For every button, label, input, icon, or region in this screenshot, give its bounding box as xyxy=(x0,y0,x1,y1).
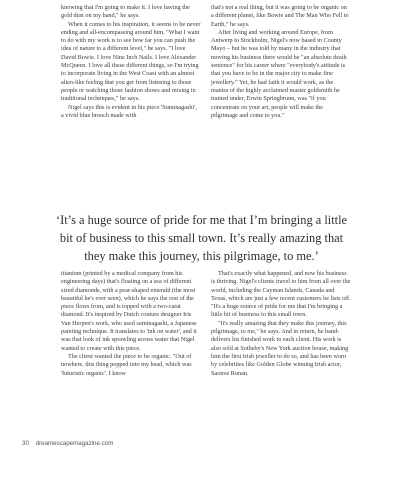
body-column-top-right xyxy=(211,4,351,120)
body-column-bottom-right xyxy=(211,270,351,378)
pull-quote: ‘It’s a huge source of pride for me that I’m bringing a little bit of business to this small town. It’s really amazing that they make this journey, this pilgrimage, to me.’ xyxy=(55,213,348,263)
paragraph: That's exactly what happened, and now his business is thriving. Nigel's clients travel to him from all over the world, including the Cayman Islands, Canada and Texas, which are just a few recent customers he lists off. "It's a huge source of pride for me that I'm bringing a little bit of business to this small town. xyxy=(211,270,351,319)
page-number: 30 xyxy=(22,440,29,447)
paragraph: "It's really amazing that they make this journey, this pilgrimage, to me," he says. And in return, he hand-delivers his finished work to each client. His work is also sold at Sotheby's New York auction house, making him the first Irish jeweller to do so, and has been worn by celebrities like Golden Globe winning Irish actor, Saoirse Ronan. xyxy=(211,319,349,377)
paragraph: Nigel says this is evident in his piece 'Suminagashi', a vivid blue brooch made with xyxy=(61,103,197,119)
site-url: dreamescapemagazine.com xyxy=(35,440,114,447)
page-footer xyxy=(22,440,113,447)
paragraph: titanium (printed by a medical company from his engineering days) that's floating on a sea of different sized diamonds, with a pear-shaped emerald (the most beautiful he's ever seen), which he says the rest of the piece flows from, and is topped with a two-carat diamond. It's inspired by Dutch couture designer Iris Van Herpen's work, who used suminagashi, a Japanese painting technique. It translates to 'ink on water', and it was that look of ink sprawling across water that Nigel wanted to create with this piece. xyxy=(61,270,197,352)
paragraph: that's not a real thing, but it was going to be organic on a different planet, like Bowie and The Man Who Fell to Earth," he says. xyxy=(211,4,349,28)
body-column-top-left xyxy=(61,4,201,120)
paragraph: After living and working around Europe, from Antwerp to Stockholm, Nigel's now based in County Mayo – but he was told by many in the industry that moving his business there would be "an absolute death sentence" for his career where "everybody's attitude is that you have to be in the major city to make fine jewellery." Yet, he had faith it would work, as the mantra of the highly acclaimed master goldsmith he trained under, Erwin Springbrunn, was "if you concentrate on your art, people will make the pilgrimage and come to you." xyxy=(211,28,347,119)
paragraph: When it comes to his inspiration, it seems to be never ending and all-encompassing around him. "What I want to do with my work is to see how far you can push the idea of nature to a different level," he says. "I love David Bowie. I love Nine Inch Nails. I love Alexander McQueen. I love all these different things, so I'm trying to incorporate living in the West Coast with an almost alien-like feeling that you get from listening to those people or watching those fashion shows and mixing in traditional techniques," he says. xyxy=(61,20,201,103)
body-column-bottom-left xyxy=(61,270,201,378)
paragraph: knowing that I'm going to make it. I love having the gold dust on my hand," he says. xyxy=(61,4,190,20)
paragraph: The client wanted the piece to be organic. "Out of nowhere, this thing popped into my head, which was 'futuristic organic'. I know xyxy=(61,352,192,377)
